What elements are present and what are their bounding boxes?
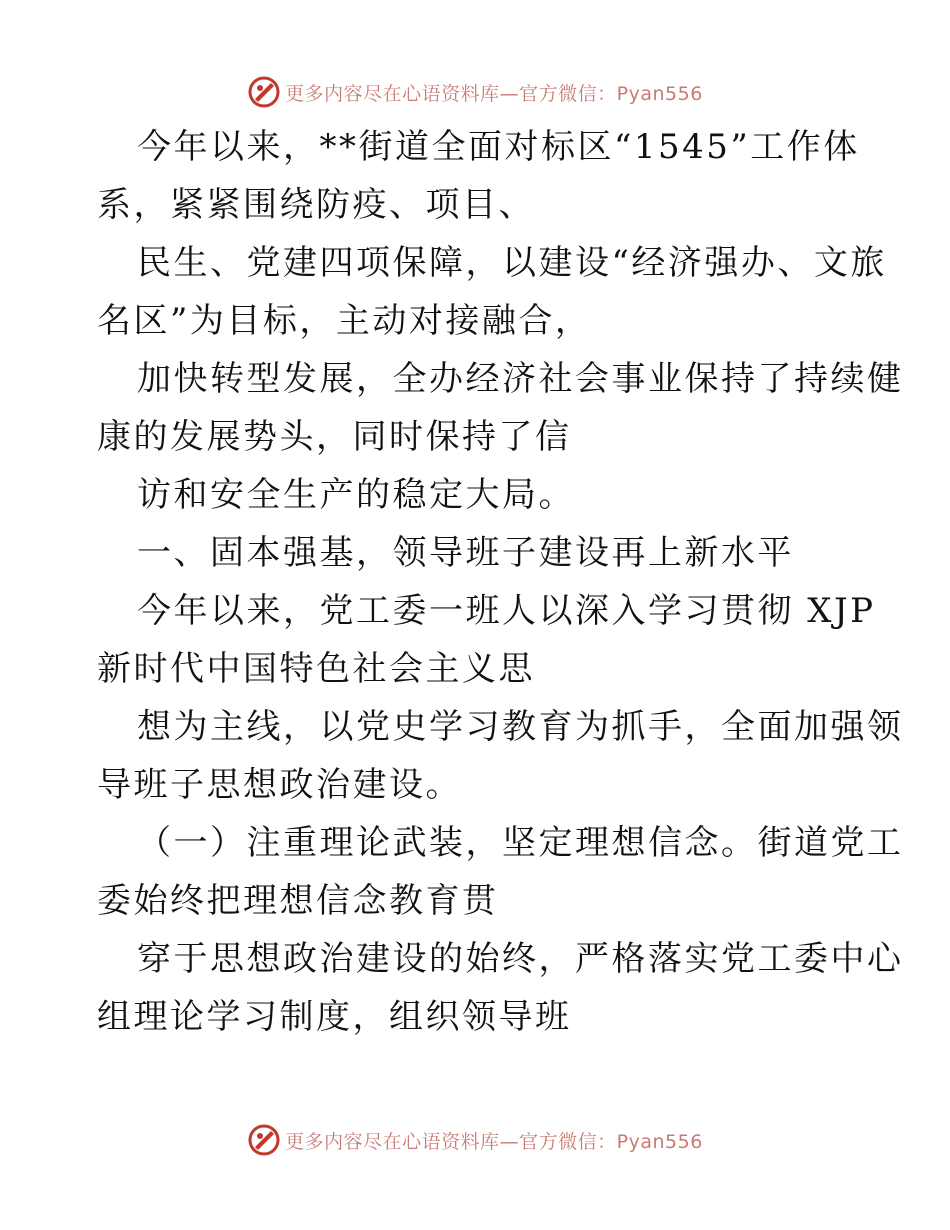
document-body bbox=[97, 118, 904, 1046]
brand-logo-icon bbox=[247, 1123, 281, 1157]
paragraph-line: 新时代中国特色社会主义思 bbox=[97, 649, 535, 689]
brand-logo-icon bbox=[247, 75, 281, 109]
paragraph-line: 系，紧紧围绕防疫、项目、 bbox=[97, 185, 535, 225]
subsection-heading-line: （一）注重理论武装，坚定理想信念。街道党工 bbox=[137, 823, 904, 863]
paragraph-line: 今年以来，党工委一班人以深入学习贯彻 XJP bbox=[137, 591, 876, 631]
paragraph-line: 组理论学习制度，组织领导班 bbox=[97, 997, 572, 1037]
footer-watermark bbox=[0, 1120, 950, 1160]
watermark-text: 更多内容尽在心语资料库—官方微信：Pyan556 bbox=[285, 1130, 703, 1153]
paragraph-line: 委始终把理想信念教育贯 bbox=[97, 881, 499, 921]
paragraph-line: 康的发展势头，同时保持了信 bbox=[97, 417, 572, 457]
paragraph-line: 访和安全生产的稳定大局。 bbox=[137, 475, 575, 515]
header-watermark bbox=[0, 72, 950, 112]
paragraph-line: 想为主线，以党史学习教育为抓手，全面加强领 bbox=[137, 707, 904, 747]
watermark-text: 更多内容尽在心语资料库—官方微信：Pyan556 bbox=[285, 82, 703, 105]
paragraph-line: 导班子思想政治建设。 bbox=[97, 765, 462, 805]
paragraph-line: 加快转型发展，全办经济社会事业保持了持续健 bbox=[137, 359, 904, 399]
paragraph-line: 穿于思想政治建设的始终，严格落实党工委中心 bbox=[137, 939, 904, 979]
paragraph-line: 民生、党建四项保障，以建设“经济强办、文旅 bbox=[137, 243, 887, 283]
paragraph-line: 今年以来，**街道全面对标区“1545”工作体 bbox=[137, 127, 860, 167]
section-heading: 一、固本强基，领导班子建设再上新水平 bbox=[137, 533, 794, 573]
paragraph-line: 名区”为目标，主动对接融合， bbox=[97, 301, 592, 341]
